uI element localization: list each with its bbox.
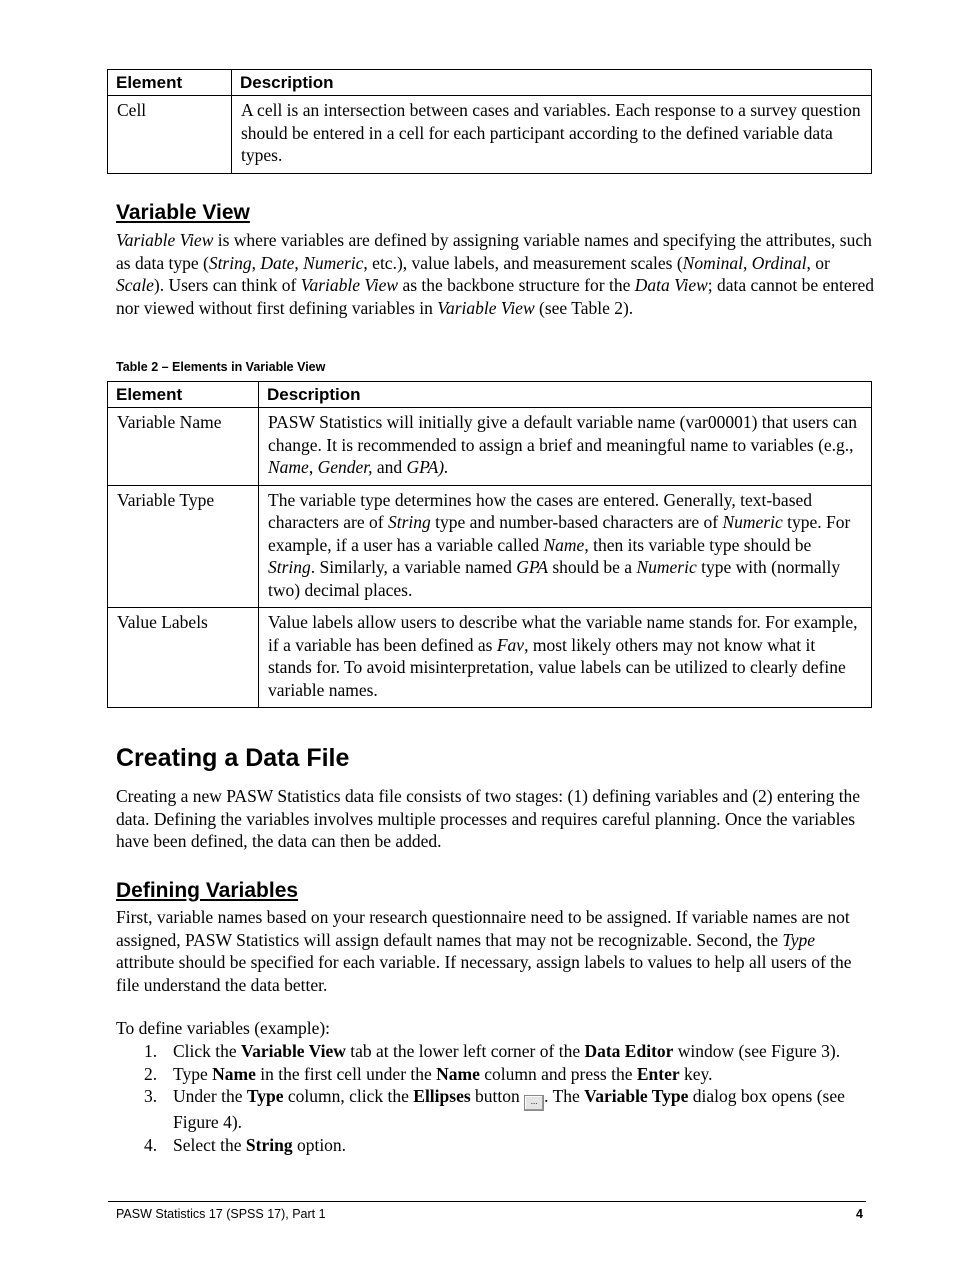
cell-definition-table [107,69,872,174]
italic-text: String [268,557,311,577]
column-header-description: Description [232,70,872,96]
step-text: Type Name in the first cell under the Name column and press the Enter key. [173,1063,713,1084]
variable-view-elements-table [107,381,872,708]
italic-text: Name [543,534,585,555]
italic-text: Variable View [116,230,214,250]
table-row [108,96,872,174]
description-cell: PASW Statistics will initially give a default variable name (var00001) that users can change. It is recommended to assign a brief and meaningful name to variables (e.g., Name, Gender, and GPA). [259,408,872,486]
italic-text: Date [260,252,295,273]
variable-view-paragraph: Variable View is where variables are defined by assigning variable names and specifying the attributes, such as data type (String, Date, Numeric, etc.), value labels, and measurement scales (Nominal, Ordinal, or Scale). Users can think of Variable View as the backbone structure for the Data View; data cannot be entered nor viewed without first defining variables in Variable View (see Table 2). [116,230,874,318]
creating-data-file-heading: Creating a Data File [116,744,350,772]
italic-text: Variable View [300,275,399,295]
table-header-row [108,382,872,408]
bold-text: Variable View [241,1041,346,1061]
italic-text: Numeric [636,557,697,577]
page-number: 4 [856,1207,863,1221]
bold-text: Type [246,1086,284,1106]
bold-text: String [245,1134,293,1155]
italic-text: Type [782,929,816,950]
italic-text: Fav [496,634,525,655]
italic-text: Scale [116,275,154,295]
step-text: Click the Variable View tab at the lower left corner of the Data Editor window (see Figure 3). [173,1041,841,1061]
description-cell: The variable type determines how the cases are entered. Generally, text-based characters are of String type and number-based characters are of Numeric type. For example, if a user has a variable called Name, then its variable type should be String. Similarly, a variable named GPA should be a Numeric type with (normally two) decimal places. [259,485,872,608]
list-item [116,1085,856,1134]
creating-data-file-paragraph: Creating a new PASW Statistics data file consists of two stages: (1) defining variables and (2) entering the data. Defining the variables involves multiple processes and requires careful planning. Once the variables have been defined, the data can then be added. [116,786,861,851]
italic-text: Numeric [303,252,364,273]
defining-variables-heading: Defining Variables [116,879,299,902]
footer-title: PASW Statistics 17 (SPSS 17), Part 1 [116,1207,326,1221]
steps-intro: To define variables (example): [116,1018,331,1038]
step-number: 2. [144,1063,158,1084]
bold-text: Ellipses [413,1086,471,1106]
italic-text: String [387,512,431,532]
table-2-caption: Table 2 – Elements in Variable View [116,360,326,374]
bold-text: Name [212,1063,256,1084]
description-cell: A cell is an intersection between cases and variables. Each response to a survey question should be entered in a cell for each participant according to the defined variable data types. [232,96,872,174]
table-row [108,608,872,708]
bold-text: Data Editor [584,1041,674,1061]
italic-text: Gender, [317,457,373,477]
bold-text: Enter [636,1063,680,1084]
element-cell: Variable Name [108,408,259,486]
italic-text: Data View [634,275,708,295]
step-number: 4. [144,1134,158,1155]
element-cell: Variable Type [108,485,259,608]
list-item [116,1040,856,1063]
ellipses-button-icon: ... [524,1095,544,1111]
list-item [116,1134,856,1157]
italic-text: GPA). [406,457,449,477]
element-cell: Cell [108,96,232,174]
element-cell: Value Labels [108,608,259,708]
italic-text: String [208,252,252,273]
column-header-element: Element [108,382,259,408]
list-item [116,1063,856,1086]
variable-view-heading: Variable View [116,201,250,224]
defining-variables-paragraph: First, variable names based on your research questionnaire need to be assigned. If variable names are not assigned, PASW Statistics will assign default names that may not be recognizable. Second, the Type attribute should be specified for each variable. If necessary, assign labels to values to help all users of the file understand the data better. [116,907,852,995]
step-number: 1. [144,1041,158,1061]
italic-text: Variable View [437,297,535,318]
step-number: 3. [144,1086,158,1106]
define-variables-steps [116,1040,856,1156]
italic-text: GPA [516,557,548,577]
italic-text: Nominal [682,252,743,273]
table-row [108,408,872,486]
italic-text: Ordinal [751,252,807,273]
step-text: Under the Type column, click the Ellipses button ... . The Variable Type dialog box opens (see Figure 4). [173,1086,845,1132]
table-row [108,485,872,608]
footer-divider [108,1201,866,1202]
column-header-description: Description [259,382,872,408]
description-cell: Value labels allow users to describe what the variable name stands for. For example, if a variable has been defined as Fav, most likely others may not know what it stands for. To avoid misinterpretation, value labels can be utilized to clearly define variable names. [259,608,872,708]
italic-text: Numeric [722,512,783,532]
bold-text: Variable Type [584,1086,689,1106]
step-text: Select the String option. [173,1134,347,1155]
table-header-row [108,70,872,96]
italic-text: Name [268,457,309,477]
column-header-element: Element [108,70,232,96]
bold-text: Name [436,1063,480,1084]
